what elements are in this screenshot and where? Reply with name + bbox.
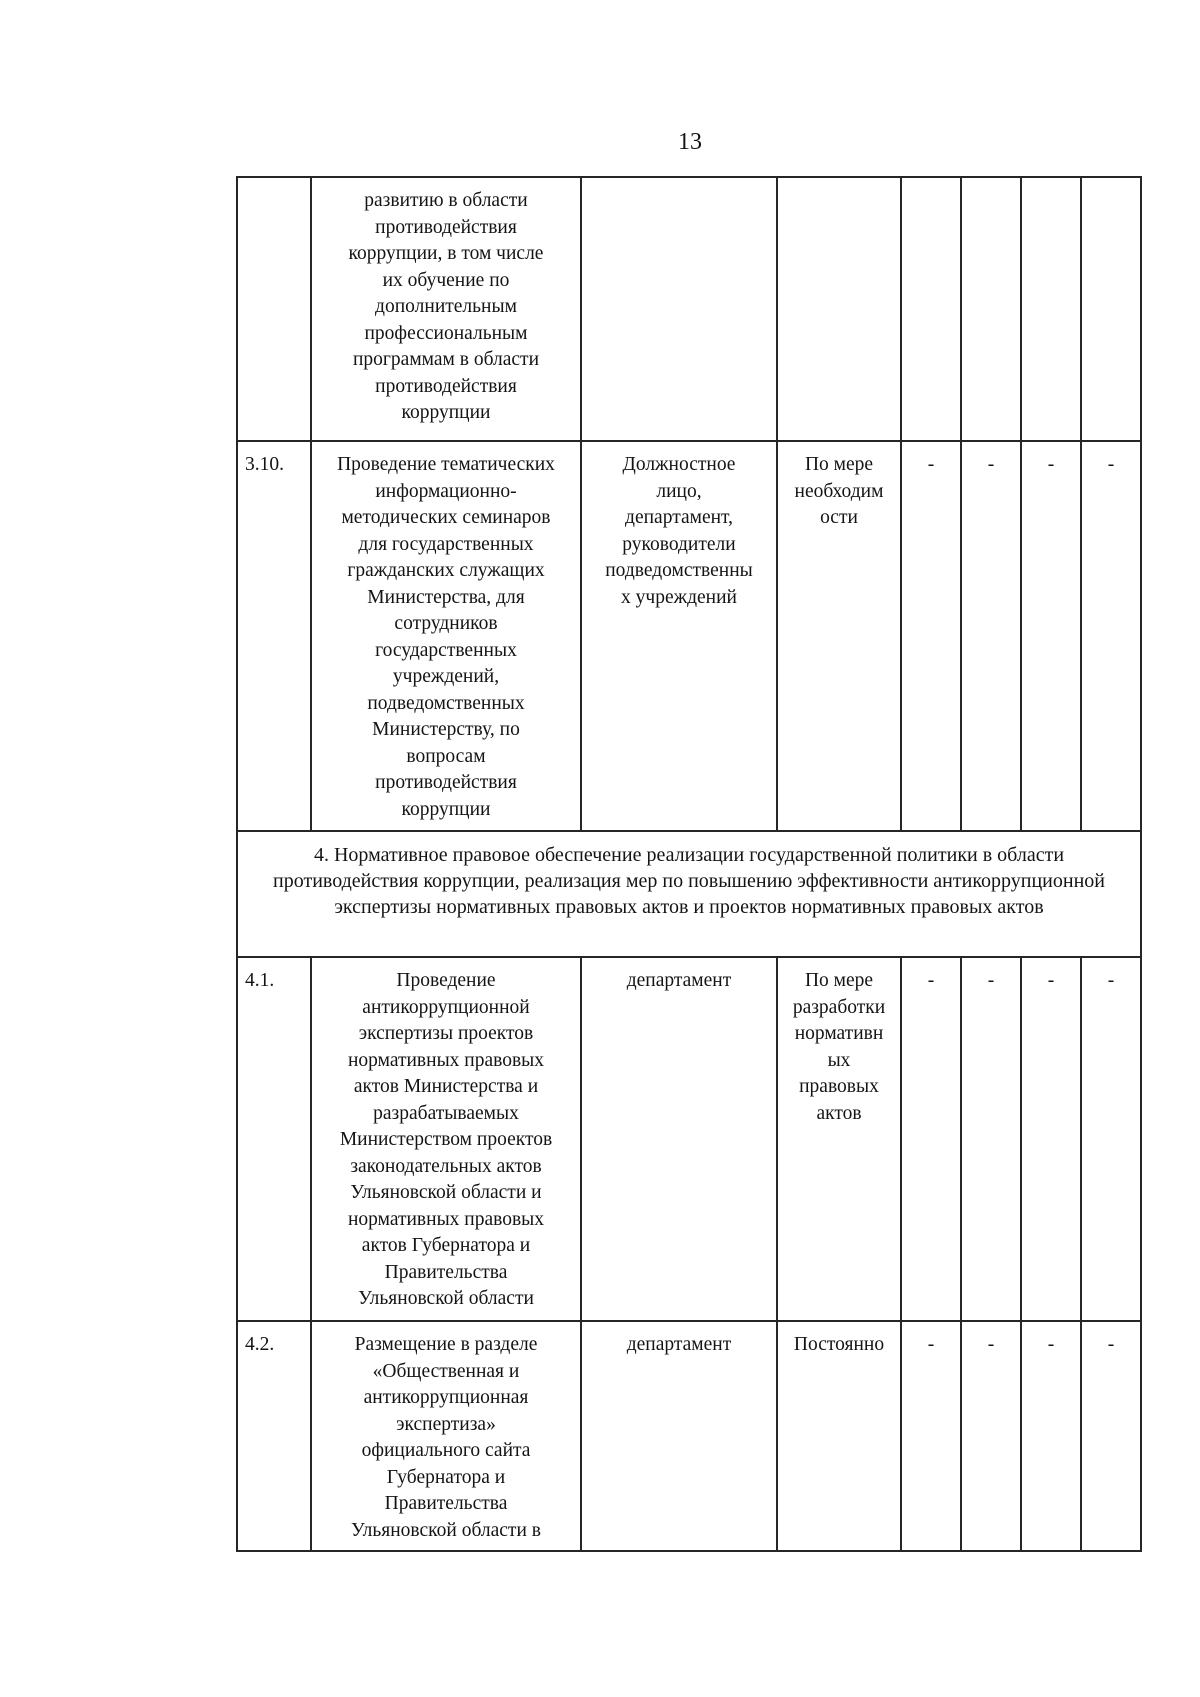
- table-row: [237, 177, 1141, 441]
- row-number-cell: [237, 177, 311, 441]
- row-number-cell: 4.2.: [237, 1321, 311, 1551]
- value-cell: -: [1081, 1321, 1141, 1551]
- value-cell: -: [961, 441, 1021, 831]
- value-cell: [1081, 177, 1141, 441]
- activity-cell: Размещение в разделе «Общественная и антикоррупционная экспертиза» официального сайта Губернатора и Правительства Ульяновской области в: [311, 1321, 581, 1551]
- value-cell: -: [961, 957, 1021, 1321]
- table-row: [237, 1321, 1141, 1551]
- row-number-cell: 4.1.: [237, 957, 311, 1321]
- value-cell: -: [1021, 441, 1081, 831]
- value-cell: -: [901, 957, 961, 1321]
- deadline-cell: [777, 177, 901, 441]
- responsible-cell: [581, 177, 777, 441]
- responsible-cell: Должностное лицо, департамент, руководители подведомственны х учреждений: [581, 441, 777, 831]
- table-row: [237, 957, 1141, 1321]
- value-cell: -: [1081, 441, 1141, 831]
- responsible-cell: департамент: [581, 1321, 777, 1551]
- deadline-cell: По мере необходим ости: [777, 441, 901, 831]
- value-cell: -: [1081, 957, 1141, 1321]
- responsible-cell: департамент: [581, 957, 777, 1321]
- section-4-heading: 4. Нормативное правовое обеспечение реализации государственной политики в области противодействия коррупции, реализация мер по повышению эффективности антикоррупционной экспертизы нормативных правовых актов и проектов нормативных правовых актов: [237, 831, 1141, 957]
- row-number-cell: 3.10.: [237, 441, 311, 831]
- value-cell: [961, 177, 1021, 441]
- value-cell: -: [1021, 957, 1081, 1321]
- table-row: [237, 441, 1141, 831]
- value-cell: -: [1021, 1321, 1081, 1551]
- page-number: 13: [678, 129, 702, 155]
- section-heading-row: [237, 831, 1141, 957]
- value-cell: -: [961, 1321, 1021, 1551]
- value-cell: [901, 177, 961, 441]
- value-cell: -: [901, 441, 961, 831]
- activity-cell: развитию в области противодействия коррупции, в том числе их обучение по дополнительным профессиональным программам в области противодействия коррупции: [311, 177, 581, 441]
- deadline-cell: По мере разработки нормативн ых правовых актов: [777, 957, 901, 1321]
- activity-cell: Проведение тематических информационно- методических семинаров для государственных гражданских служащих Министерства, для сотрудников государственных учреждений, подведомственных Министерству, по вопросам противодействия коррупции: [311, 441, 581, 831]
- activity-cell: Проведение антикоррупционной экспертизы проектов нормативных правовых актов Министерства и разрабатываемых Министерством проектов законодательных актов Ульяновской области и нормативных правовых актов Губернатора и Правительства Ульяновской области: [311, 957, 581, 1321]
- value-cell: -: [901, 1321, 961, 1551]
- deadline-cell: Постоянно: [777, 1321, 901, 1551]
- action-plan-table: [236, 176, 1142, 1552]
- value-cell: [1021, 177, 1081, 441]
